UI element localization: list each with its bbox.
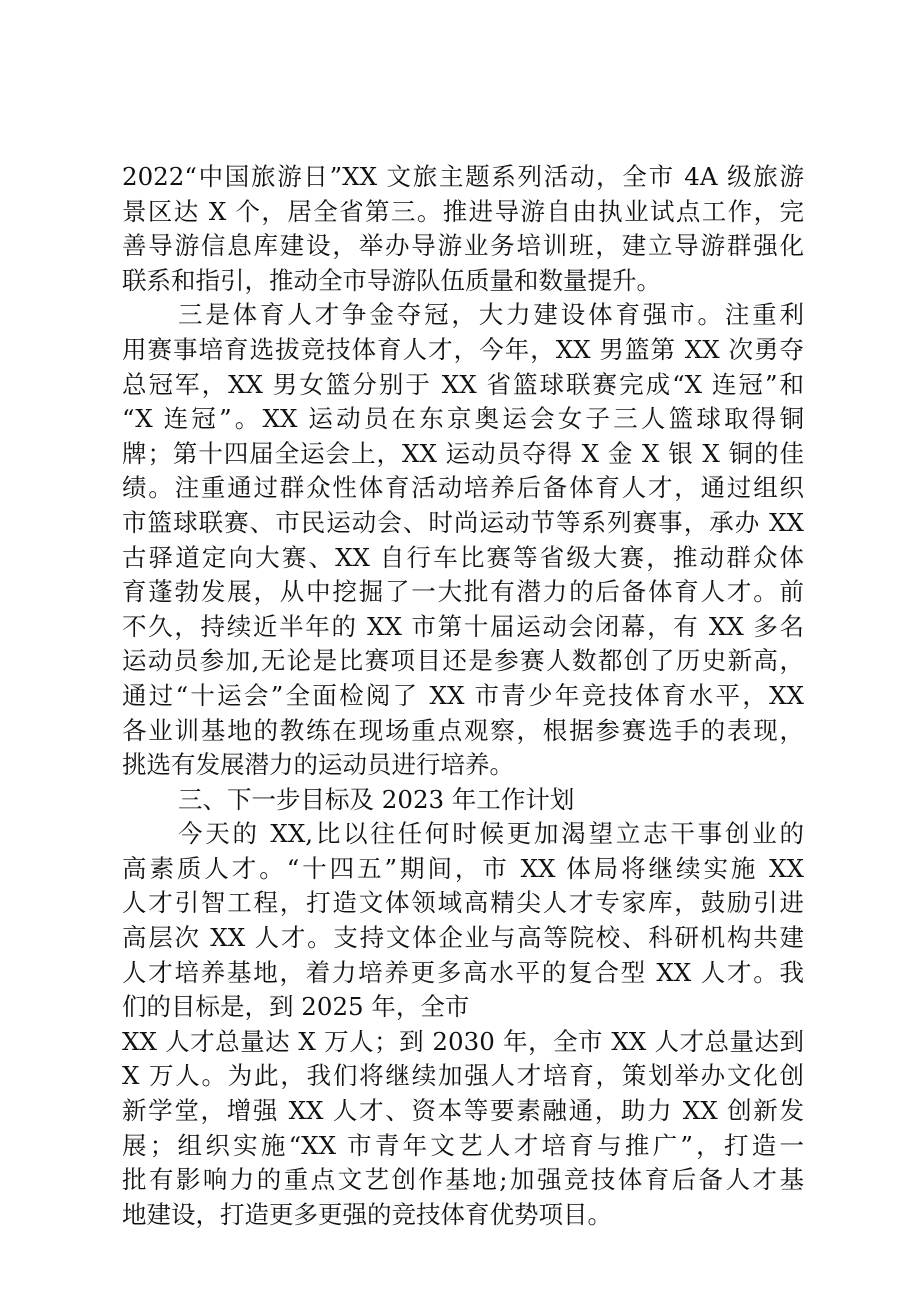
text-line: 人才培养基地，着力培养更多高水平的复合型 XX 人才。我 [122,957,804,987]
text-line: 人才引智工程，打造文体领域高精尖人才专家库，鼓励引进 [122,888,804,918]
document-body [122,160,804,1232]
text-line: 联系和指引，推动全市导游队伍质量和数量提升。 [122,265,661,295]
text-line: 高素质人才。“十四五”期间，市 XX 体局将继续实施 XX [122,853,804,883]
paragraph-sports-talent [122,298,804,782]
text-line: 牌；第十四届全运会上，XX 运动员夺得 X 金 X 银 X 铜的佳 [122,438,804,468]
text-line: XX 人才总量达 X 万人；到 2030 年，全市 XX 人才总量达到 [122,1026,804,1056]
text-line: 三、下一步目标及 2023 年工作计划 [178,784,575,814]
paragraph-tourism-continued [122,160,804,298]
text-line: 三是体育人才争金夺冠，大力建设体育强市。注重利 [178,300,804,330]
text-line: 用赛事培育选拔竞技体育人才，今年，XX 男篮第 XX 次勇夺 [122,334,804,364]
text-line: 新学堂，增强 XX 人才、资本等要素融通，助力 XX 创新发 [122,1096,804,1126]
text-line: 古驿道定向大赛、XX 自行车比赛等省级大赛，推动群众体 [122,542,804,572]
text-line: 今天的 XX,比以往任何时候更加渴望立志干事创业的 [178,819,804,849]
text-line: “X 连冠”。XX 运动员在东京奥运会女子三人篮球取得铜 [122,404,804,434]
text-line: X 万人。为此，我们将继续加强人才培育，策划举办文化创 [122,1061,804,1091]
paragraph-goals-part2 [122,1025,804,1233]
text-line: 不久，持续近半年的 XX 市第十届运动会闭幕，有 XX 多名 [122,611,804,641]
text-line: 育蓬勃发展，从中挖掘了一大批有潜力的后备体育人才。前 [122,577,804,607]
text-line: 运动员参加,无论是比赛项目还是参赛人数都创了历史新高， [122,646,804,676]
text-line: 市篮球联赛、市民运动会、时尚运动节等系列赛事，承办 XX [122,507,804,537]
text-line: 2022“中国旅游日”XX 文旅主题系列活动，全市 4A 级旅游 [122,162,804,191]
text-line: 通过“十运会”全面检阅了 XX 市青少年竞技体育水平，XX [122,680,804,710]
text-line: 总冠军，XX 男女篮分别于 XX 省篮球联赛完成“X 连冠”和 [122,369,804,399]
text-line: 善导游信息库建设，举办导游业务培训班，建立导游群强化 [122,231,804,261]
text-line: 展；组织实施“XX 市青年文艺人才培育与推广”，打造一 [122,1130,804,1160]
text-line: 们的目标是，到 2025 年，全市 [122,992,470,1022]
section-heading-next-steps [122,783,804,818]
paragraph-goals-part1 [122,817,804,1025]
text-line: 景区达 X 个，居全省第三。推进导游自由执业试点工作，完 [122,196,804,226]
text-line: 各业训基地的教练在现场重点观察，根据参赛选手的表现， [122,715,804,745]
text-line: 挑选有发展潜力的运动员进行培养。 [122,750,514,780]
text-line: 批有影响力的重点文艺创作基地;加强竞技体育后备人才基 [122,1165,804,1195]
text-line: 绩。注重通过群众性体育活动培养后备体育人才，通过组织 [122,473,804,503]
text-line: 地建设，打造更多更强的竞技体育优势项目。 [122,1199,612,1229]
text-line: 高层次 XX 人才。支持文体企业与高等院校、科研机构共建 [122,923,804,953]
